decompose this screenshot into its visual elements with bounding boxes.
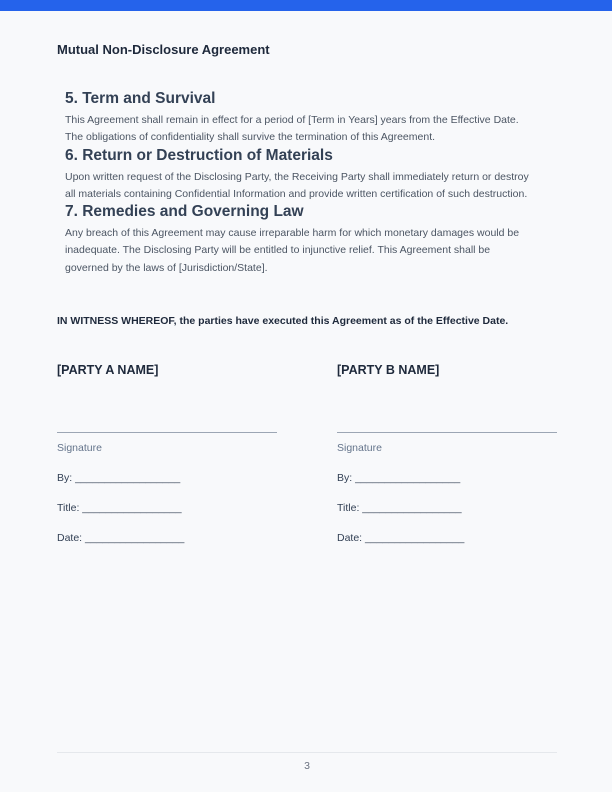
section-body: This Agreement shall remain in effect for a period of [Term in Years] years from the Effective Date. The obligations of confidentiality shall survive the termination of this Agreement. — [65, 114, 519, 144]
section-body: Upon written request of the Disclosing Party, the Receiving Party shall immediately return or destroy all materials containing Confidential Information and provide written certification of such destruction. — [65, 170, 529, 200]
section-body: Any breach of this Agreement may cause irreparable harm for which monetary damages would be inadequate. The Disclosing Party will be entitled to injunctive relief. This Agreement shall be governed by the laws of [Jurisdiction/State]. — [65, 227, 520, 274]
section-remedies-governing-law — [65, 203, 557, 277]
signature-row — [57, 363, 557, 545]
page-number: 3 — [304, 760, 310, 772]
signature-label: Signature — [337, 441, 382, 454]
signature-line — [337, 377, 557, 433]
document-page — [0, 41, 612, 545]
footer-divider — [57, 752, 557, 774]
accent-bar — [0, 0, 612, 11]
signature-line — [57, 377, 277, 433]
by-field: By: __________________ — [337, 471, 461, 484]
section-heading: 7. Remedies and Governing Law — [65, 203, 304, 221]
date-field: Date: _________________ — [57, 531, 185, 544]
section-return-or-destruction — [65, 147, 557, 204]
witness-clause: IN WITNESS WHEREOF, the parties have executed this Agreement as of the Effective Date. — [57, 315, 509, 328]
section-term-and-survival — [65, 90, 557, 147]
signature-block-party-b — [337, 363, 557, 545]
title-field: Title: _________________ — [337, 501, 462, 514]
party-a-name: [PARTY A NAME] — [57, 362, 159, 377]
title-field: Title: _________________ — [57, 501, 182, 514]
signature-label: Signature — [57, 441, 102, 454]
section-heading: 6. Return or Destruction of Materials — [65, 146, 333, 164]
section-heading: 5. Term and Survival — [65, 90, 216, 107]
signature-block-party-a — [57, 363, 277, 545]
party-b-name: [PARTY B NAME] — [337, 362, 440, 377]
by-field: By: __________________ — [57, 471, 181, 484]
date-field: Date: _________________ — [337, 531, 465, 544]
page-title: Mutual Non-Disclosure Agreement — [57, 42, 270, 57]
sections-container — [65, 90, 557, 277]
